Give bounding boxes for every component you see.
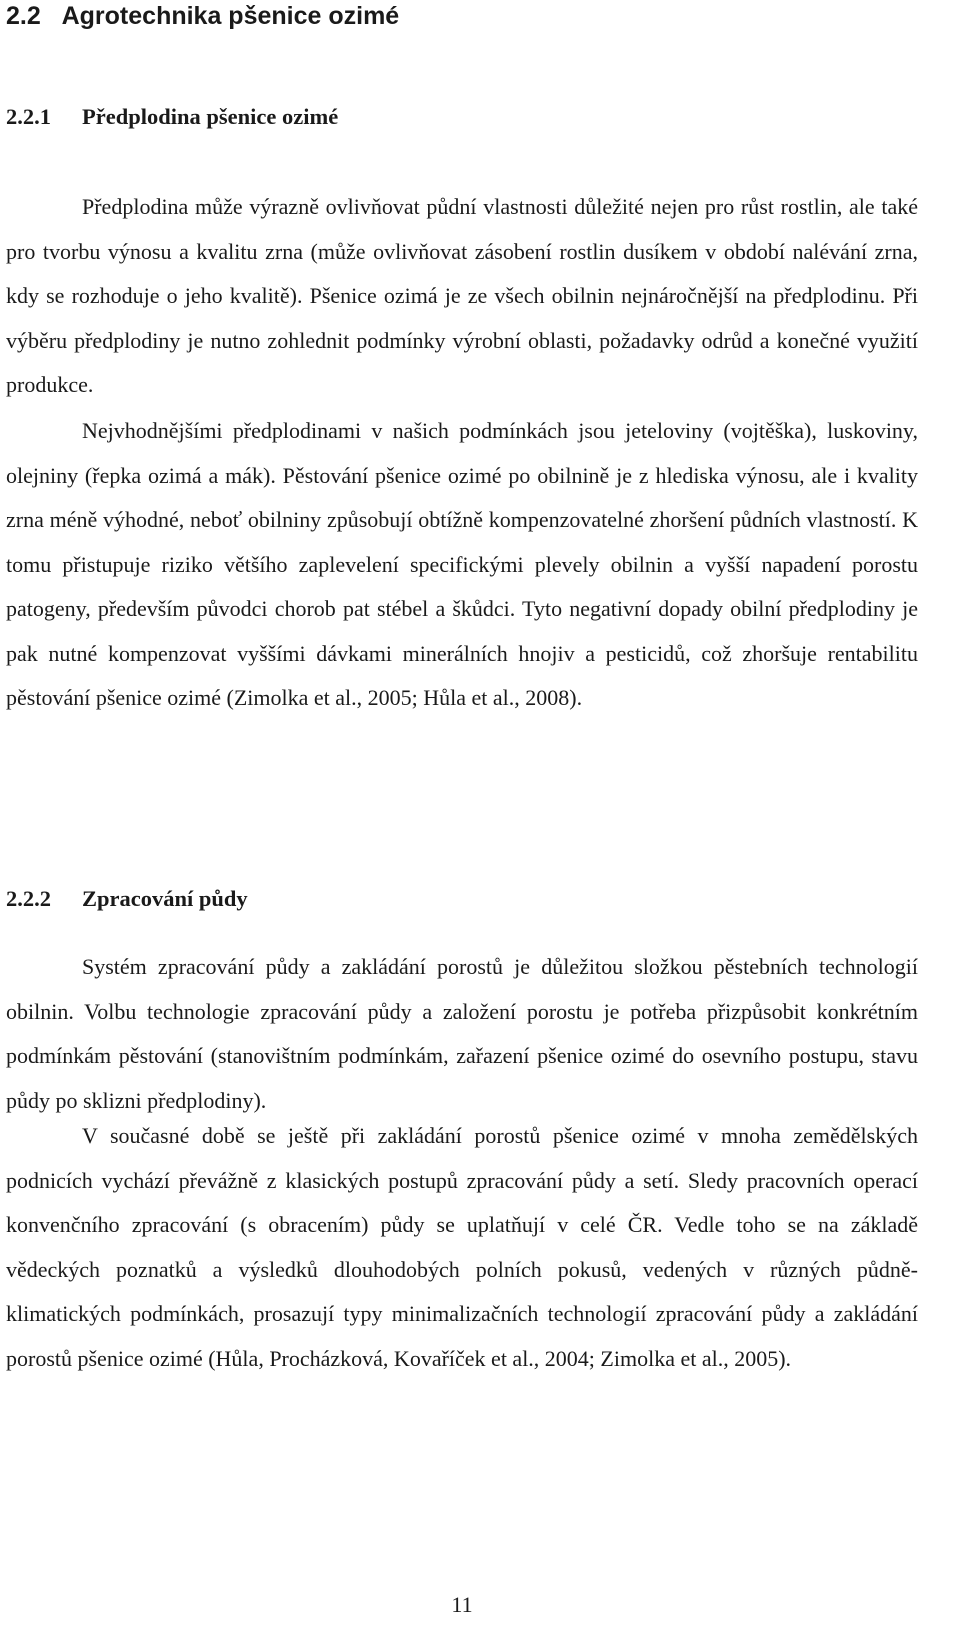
section-title: Agrotechnika pšenice ozimé — [61, 2, 400, 30]
page-number: 11 — [451, 1592, 473, 1617]
paragraph: Systém zpracování půdy a zakládání porostů je důležitou složkou pěstebních technologií obilnin. Volbu technologie zpracování půdy a založení porostu je potřeba přizpůsobit konkrétním podmínkám pěstování (stanovištním podmínkám, zařazení pšenice ozimé do osevního postupu, stavu půdy po sklizni předplodiny). — [6, 954, 918, 1113]
paragraph: V současné době se ještě při zakládání porostů pšenice ozimé v mnoha zemědělských podnicích vychází převážně z klasických postupů zpracování půdy a setí. Sledy pracovních operací konvenčního zpracování (s obracením) půdy se uplatňují v celé ČR. Vedle toho se na základě vědeckých poznatků a výsledků dlouhodobých polních pokusů, vedených v různých půdně-klimatických podmínkách, prosazují typy minimalizačních technologií zpracování půdy a zakládání porostů pšenice ozimé (Hůla, Procházková, Kovaříček et al., 2004; Zimolka et al., 2005). — [6, 1123, 918, 1371]
section-heading — [6, 2, 399, 31]
paragraph: Předplodina může výrazně ovlivňovat půdní vlastnosti důležité nejen pro růst rostlin, ale také pro tvorbu výnosu a kvalitu zrna (může ovlivňovat zásobení rostlin dusíkem v období nalévání zrna, kdy se rozhoduje o jeho kvalitě). Pšenice ozimá je ze všech obilnin nejnáročnější na předplodinu. Při výběru předplodiny je nutno zohlednit podmínky výrobní oblasti, požadavky odrůd a konečné využití produkce. — [6, 194, 918, 397]
subsection-title: Zpracování půdy — [82, 886, 248, 911]
paragraph: Nejvhodnějšími předplodinami v našich podmínkách jsou jeteloviny (vojtěška), luskoviny, olejniny (řepka ozimá a mák). Pěstování pšenice ozimé po obilnině je z hlediska výnosu, ale i kvality zrna méně výhodné, neboť obilniny způsobují obtížně kompenzovatelné zhoršení půdních vlastností. K tomu přistupuje riziko většího zaplevelení specifickými plevely obilnin a vyšší napadení porostu patogeny, především původci chorob pat stébel a škůdci. Tyto negativní dopady obilní předplodiny je pak nutné kompenzovat vyššími dávkami minerálních hnojiv a pesticidů, což zhoršuje rentabilitu pěstování pšenice ozimé (Zimolka et al., 2005; Hůla et al., 2008). — [6, 418, 918, 710]
subsection-heading-2 — [6, 886, 248, 912]
subsection-heading-1 — [6, 104, 338, 130]
subsection-number: 2.2.1 — [6, 104, 51, 129]
document-page — [6, 0, 918, 1640]
subsection-number: 2.2.2 — [6, 886, 51, 911]
section-number: 2.2 — [6, 2, 41, 30]
subsection-title: Předplodina pšenice ozimé — [82, 104, 339, 129]
